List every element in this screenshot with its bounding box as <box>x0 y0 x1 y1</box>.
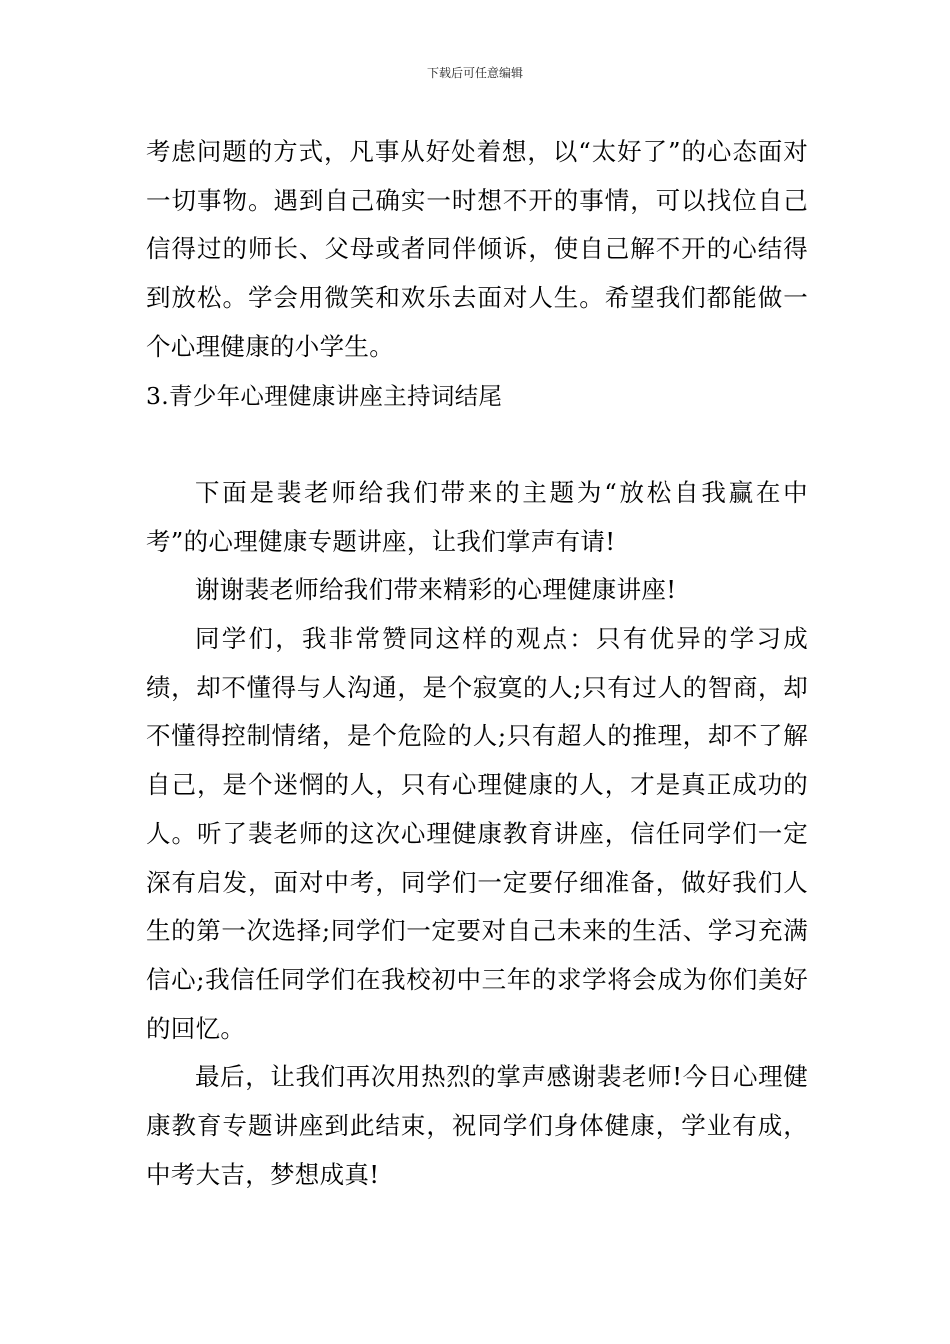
paragraph-intro: 下面是裴老师给我们带来的主题为“放松自我赢在中考”的心理健康专题讲座，让我们掌声有请! <box>146 477 808 556</box>
blank-line <box>146 420 808 469</box>
page-header: 下载后可任意编辑 <box>426 66 523 80</box>
continued-paragraph: 考虑问题的方式，凡事从好处着想，以“太好了”的心态面对一切事物。遇到自己确实一时想不开的事情，可以找位自己信得过的师长、父母或者同伴倾诉，使自己解不开的心结得到放松。学会用微笑和欢乐去面对人生。希望我们都能做一个心理健康的小学生。 <box>146 137 808 361</box>
paragraph-closing: 最后，让我们再次用热烈的掌声感谢裴老师!今日心理健康教育专题讲座到此结束，祝同学们身体健康，学业有成，中考大吉，梦想成真! <box>146 1062 808 1189</box>
document-body <box>146 128 808 1199</box>
section-heading: 3.青少年心理健康讲座主持词结尾 <box>146 381 503 410</box>
paragraph-main: 同学们，我非常赞同这样的观点：只有优异的学习成绩，却不懂得与人沟通，是个寂寞的人;只有过人的智商，却不懂得控制情绪，是个危险的人;只有超人的推理，却不了解自己，是个迷惘的人，只有心理健康的人，才是真正成功的人。听了裴老师的这次心理健康教育讲座，信任同学们一定深有启发，面对中考，同学们一定要仔细准备，做好我们人生的第一次选择;同学们一定要对自己未来的生活、学习充满信心;我信任同学们在我校初中三年的求学将会成为你们美好的回忆。 <box>146 624 808 1043</box>
paragraph-thanks: 谢谢裴老师给我们带来精彩的心理健康讲座! <box>195 575 677 605</box>
